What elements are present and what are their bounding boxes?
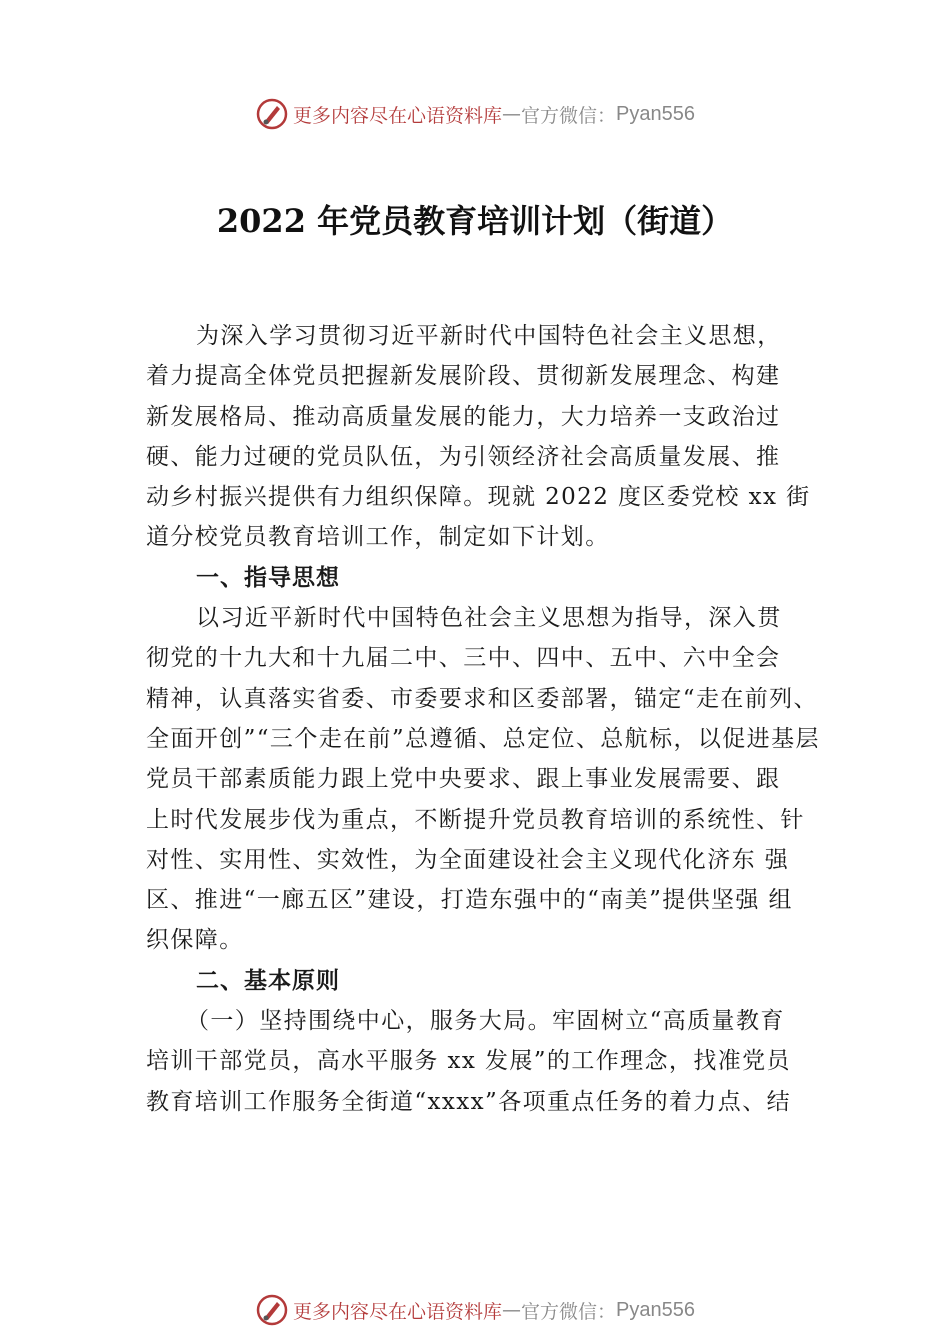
paragraph-line: 动乡村振兴提供有力组织保障。现就 2022 度区委党校 xx 街 — [146, 484, 811, 511]
paragraph-line: 教育培训工作服务全街道“xxxx”各项重点任务的着力点、结 — [146, 1088, 792, 1115]
paragraph-line: 着力提高全体党员把握新发展阶段、贯彻新发展理念、构建 — [146, 363, 781, 390]
page-title: 2022 年党员教育培训计划（街道） — [216, 202, 734, 240]
banner-separator: — — [502, 103, 522, 125]
paragraph-line: 精神，认真落实省委、市委要求和区委部署，锚定“走在前列、 — [146, 685, 818, 712]
section-heading-basic-principles: 二、基本原则 — [196, 967, 340, 994]
banner-wechat-id: Pyan556 — [616, 1298, 695, 1321]
paragraph-line: 区、推进“一廊五区”建设，打造东强中的“南美”提供坚强 组 — [146, 887, 793, 914]
banner-brand: 更多内容尽在心语资料库 — [293, 1300, 503, 1323]
paragraph-line: 以习近平新时代中国特色社会主义思想为指导，深入贯 — [196, 605, 782, 632]
footer-banner — [0, 1290, 950, 1330]
section-heading-guiding-thought: 一、指导思想 — [196, 564, 340, 591]
pen-seal-logo-icon — [255, 1293, 289, 1327]
paragraph-line: 新发展格局、推动高质量发展的能力，大力培养一支政治过 — [146, 403, 781, 430]
paragraph-line: 彻党的十九大和十九届二中、三中、四中、五中、六中全会 — [146, 645, 781, 672]
paragraph-line: 道分校党员教育培训工作，制定如下计划。 — [146, 524, 610, 551]
banner-wechat-label: 官方微信： — [521, 104, 617, 127]
banner-separator: — — [502, 1299, 522, 1321]
paragraph-line: 硬、能力过硬的党员队伍，为引领经济社会高质量发展、推 — [146, 443, 781, 470]
paragraph-line: （一）坚持围绕中心，服务大局。牢固树立“高质量教育 — [186, 1008, 785, 1035]
pen-seal-logo-icon — [255, 97, 289, 131]
banner-brand: 更多内容尽在心语资料库 — [293, 104, 503, 127]
paragraph-line: 织保障。 — [146, 927, 244, 954]
paragraph-line: 对性、实用性、实效性，为全面建设社会主义现代化济东 强 — [146, 846, 790, 873]
banner-wechat-label: 官方微信： — [521, 1300, 617, 1323]
header-banner — [0, 94, 950, 134]
paragraph-line: 为深入学习贯彻习近平新时代中国特色社会主义思想， — [196, 323, 782, 349]
document-body — [146, 316, 836, 1122]
paragraph-line: 党员干部素质能力跟上党中央要求、跟上事业发展需要、跟 — [146, 766, 781, 793]
banner-wechat-id: Pyan556 — [616, 102, 695, 125]
paragraph-line: 上时代发展步伐为重点，不断提升党员教育培训的系统性、针 — [146, 806, 805, 833]
paragraph-line: 全面开创”“三个走在前”总遵循、总定位、总航标，以促进基层 — [146, 725, 820, 752]
paragraph-line: 培训干部党员，高水平服务 xx 发展”的工作理念，找准党员 — [146, 1048, 791, 1075]
